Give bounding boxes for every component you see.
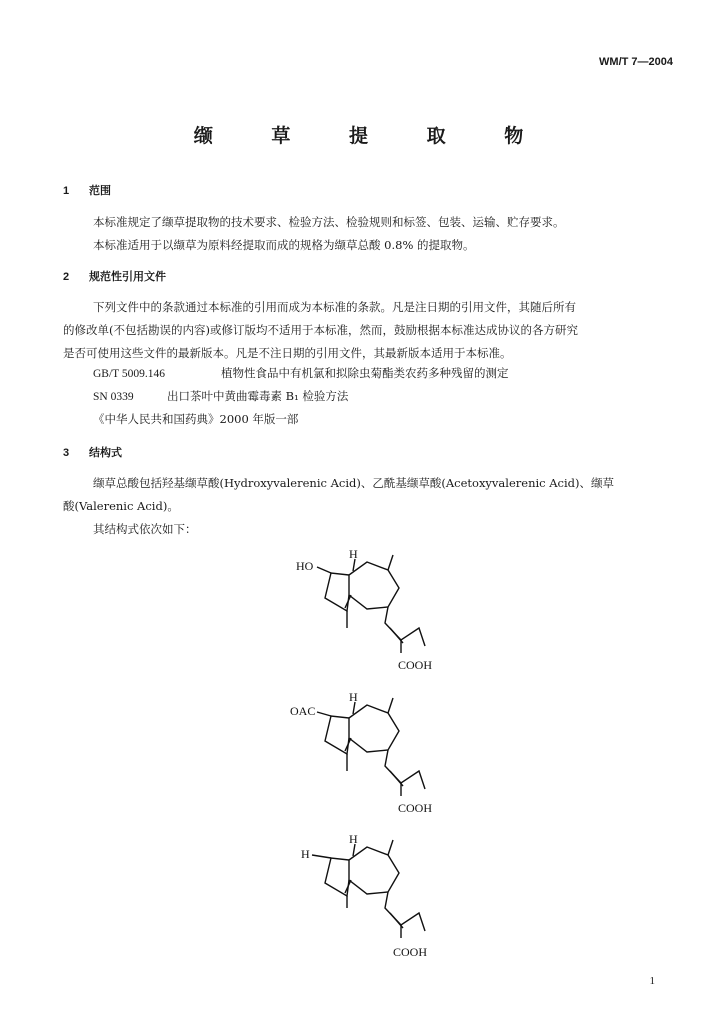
formula-acetoxyvalerenic-acid <box>285 688 455 818</box>
carboxyl-label: COOH <box>398 801 433 815</box>
section-number: 1 <box>63 185 70 197</box>
section-heading-references <box>63 268 166 284</box>
references-intro-line-3: 是否可使用这些文件的最新版本。凡是不注日期的引用文件，其最新版本适用于本标准。 <box>63 346 512 360</box>
section-number: 2 <box>63 271 70 283</box>
section-heading-structure <box>63 444 122 460</box>
reference-text: 植物性食品中有机氯和拟除虫菊酯类农药多种残留的测定 <box>221 366 509 380</box>
reference-code: SN 0339 <box>93 391 134 403</box>
section-heading-scope <box>63 182 111 198</box>
substituent-label: HO <box>296 559 314 573</box>
hydrogen-label: H <box>349 690 358 704</box>
hydrogen-label: H <box>349 547 358 561</box>
substituent-label: OAC <box>290 704 316 718</box>
hydrogen-label: H <box>349 832 358 846</box>
references-intro-line-2: 的修改单(不包括勘误的内容)或修订版均不适用于本标准，然而，鼓励根据本标准达成协议的各方研究 <box>63 323 578 337</box>
references-intro-line-1: 下列文件中的条款通过本标准的引用而成为本标准的条款。凡是注日期的引用文件，其随后所有 <box>93 300 576 314</box>
formula-hydroxyvalerenic-acid <box>285 545 455 675</box>
scope-paragraph-1: 本标准规定了缬草提取物的技术要求、检验方法、检验规则和标签、包装、运输、贮存要求。 <box>93 215 565 229</box>
page-number: 1 <box>649 975 655 987</box>
section-number: 3 <box>63 447 70 459</box>
reference-item <box>93 388 348 404</box>
reference-item <box>93 365 509 381</box>
scope-paragraph-2: 本标准适用于以缬草为原料经提取而成的规格为缬草总酸 0.8% 的提取物。 <box>93 238 475 252</box>
structure-line-2: 酸(Valerenic Acid)。 <box>63 499 179 513</box>
carboxyl-label: COOH <box>393 945 428 959</box>
standard-code: WM/T 7—2004 <box>599 56 673 68</box>
reference-text: 《中华人民共和国药典》2000 年版一部 <box>93 412 299 426</box>
section-title: 范围 <box>89 184 111 197</box>
reference-item <box>93 411 298 427</box>
structure-line-1: 缬草总酸包括羟基缬草酸(Hydroxyvalerenic Acid)、乙酰基缬草酸(Acetoxyvalerenic Acid)、缬草 <box>93 476 615 490</box>
section-title: 规范性引用文件 <box>89 270 166 283</box>
page-title: 缬 草 提 取 物 <box>193 125 550 147</box>
reference-code: GB/T 5009.146 <box>93 368 165 380</box>
structure-line-3: 其结构式依次如下： <box>93 522 197 536</box>
reference-text: 出口茶叶中黄曲霉毒素 B₁ 检验方法 <box>167 389 349 403</box>
formula-valerenic-acid <box>285 830 455 965</box>
section-title: 结构式 <box>89 446 122 459</box>
carboxyl-label: COOH <box>398 658 433 672</box>
substituent-label: H <box>301 847 310 861</box>
